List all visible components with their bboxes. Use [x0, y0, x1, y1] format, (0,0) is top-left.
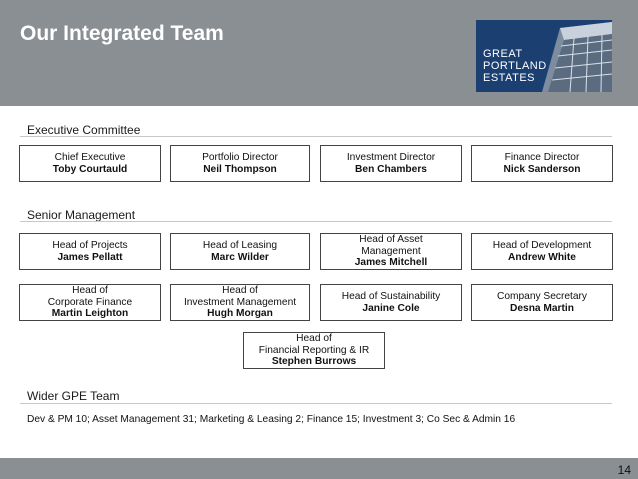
- org-box-portfolio-director: [170, 145, 310, 182]
- role-label: Company Secretary: [496, 290, 588, 302]
- org-box-head-of-projects: [19, 233, 161, 270]
- role-label: Management: [361, 245, 421, 257]
- org-box-investment-director: [320, 145, 462, 182]
- role-label: Head of Asset: [359, 234, 423, 246]
- company-logo: [476, 20, 612, 92]
- role-label: Head of: [72, 285, 108, 297]
- org-box-head-of-asset-management: [320, 233, 462, 270]
- org-box-head-of-investment-management: [170, 284, 310, 321]
- section-title-executive: Executive Committee: [27, 123, 141, 137]
- person-name: Stephen Burrows: [271, 356, 357, 368]
- person-name: Janine Cole: [362, 302, 420, 314]
- org-box-head-of-development: [471, 233, 613, 270]
- role-label: Portfolio Director: [202, 151, 278, 163]
- org-box-head-of-corporate-finance: [19, 284, 161, 321]
- section-divider: [20, 136, 612, 137]
- org-box-company-secretary: [471, 284, 613, 321]
- role-label: Financial Reporting & IR: [258, 344, 370, 356]
- role-label: Head of Projects: [52, 239, 128, 251]
- org-box-head-of-leasing: [170, 233, 310, 270]
- role-label: Investment Management: [183, 296, 297, 308]
- person-name: Martin Leighton: [51, 308, 129, 320]
- org-box-head-of-financial-reporting: [243, 332, 385, 369]
- building-icon: [542, 20, 612, 92]
- person-name: James Pellatt: [57, 251, 123, 263]
- person-name: Nick Sanderson: [503, 163, 581, 175]
- role-label: Head of Sustainability: [341, 290, 441, 302]
- org-box-finance-director: [471, 145, 613, 182]
- person-name: Neil Thompson: [203, 163, 277, 175]
- person-name: Marc Wilder: [211, 251, 269, 263]
- page-title: Our Integrated Team: [20, 22, 224, 45]
- wider-team-summary: Dev & PM 10; Asset Management 31; Marketing & Leasing 2; Finance 15; Investment 3; Co Sec & Admin 16: [27, 414, 516, 425]
- section-title-wider: Wider GPE Team: [27, 389, 120, 403]
- role-label: Investment Director: [346, 151, 436, 163]
- logo-line: PORTLAND: [483, 60, 547, 72]
- role-label: Corporate Finance: [47, 296, 133, 308]
- section-divider: [20, 403, 612, 404]
- person-name: Hugh Morgan: [207, 308, 273, 320]
- role-label: Chief Executive: [54, 151, 126, 163]
- person-name: Andrew White: [508, 251, 576, 263]
- section-divider: [20, 221, 612, 222]
- logo-line: GREAT: [483, 48, 523, 60]
- person-name: James Mitchell: [354, 257, 428, 269]
- person-name: Toby Courtauld: [52, 163, 128, 175]
- person-name: Desna Martin: [510, 302, 574, 314]
- org-box-chief-executive: [19, 145, 161, 182]
- section-title-senior: Senior Management: [27, 208, 136, 222]
- footer-bar: [0, 458, 638, 479]
- org-box-head-of-sustainability: [320, 284, 462, 321]
- role-label: Finance Director: [504, 151, 580, 163]
- page-number: 14: [617, 463, 631, 477]
- logo-text: [483, 48, 547, 84]
- person-name: Ben Chambers: [355, 163, 427, 175]
- role-label: Head of Development: [492, 239, 592, 251]
- role-label: Head of: [296, 333, 332, 345]
- role-label: Head of Leasing: [202, 239, 278, 251]
- role-label: Head of: [222, 285, 258, 297]
- logo-line: ESTATES: [483, 72, 535, 84]
